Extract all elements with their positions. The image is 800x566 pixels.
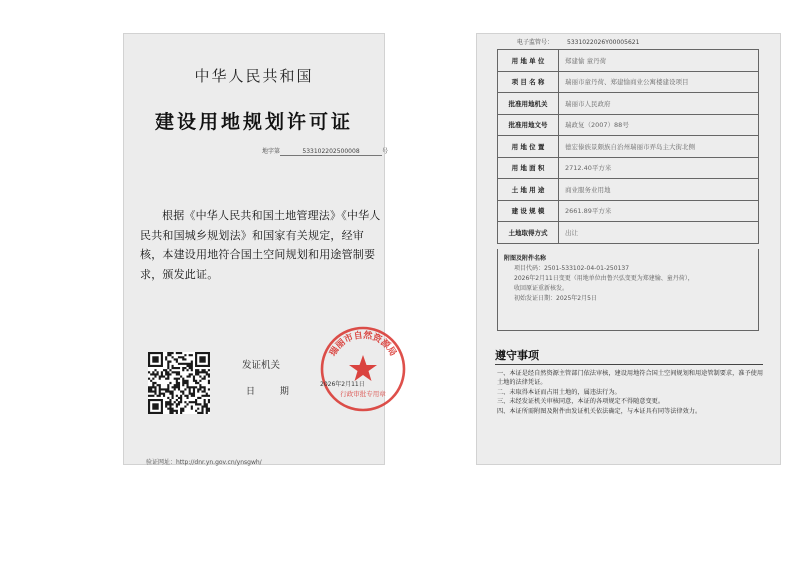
table-row xyxy=(498,157,759,179)
row-value: 郑建愉 童丹荷 xyxy=(559,50,759,72)
table-row xyxy=(498,136,759,158)
row-key: 批准用地文号 xyxy=(498,114,559,136)
notice-item: 一、本证是经自然资源主管部门依法审核，建设用地符合国土空间规划和用途管制要求，准予使用土地的法律凭证。 xyxy=(497,370,764,386)
row-key: 土地取得方式 xyxy=(498,222,559,244)
notice-item: 三、未经发证机关审核同意，本证的各项规定不得随意变更。 xyxy=(497,398,665,405)
row-value: 2661.89平方米 xyxy=(559,200,759,222)
row-value: 瑞政复（2007）88号 xyxy=(559,114,759,136)
svg-text:瑞丽市自然资源局 xyxy=(327,329,399,358)
notice-list xyxy=(497,369,765,416)
permit-suffix: 号 xyxy=(382,148,389,155)
attachments-title: 附图及附件名称 xyxy=(504,255,547,262)
attachment-line: 收回原证重新核发。 xyxy=(514,285,569,292)
permit-number-line xyxy=(262,146,388,156)
qr-finder-core xyxy=(152,356,158,362)
land-info-table xyxy=(497,49,759,244)
notice-title: 遵守事项 xyxy=(495,349,539,362)
table-row xyxy=(498,200,759,222)
seal-star xyxy=(349,355,377,381)
attachment-line: 2026年2月11日变更（用地单位由鲁兴弘变更为郑建愉、童丹荷）， xyxy=(514,275,694,282)
notice-item: 四、本证所需附图及附件由发证机关依法确定，与本证具有同等法律效力。 xyxy=(497,407,702,415)
permit-prefix: 地字第 xyxy=(262,148,281,155)
permit-number: 533102202500008 xyxy=(280,148,382,156)
notice-item: 二、未取得本证而占用土地的，属违法行为。 xyxy=(497,388,621,396)
row-key: 项 目 名 称 xyxy=(498,71,559,93)
permit-front-page xyxy=(123,33,398,466)
row-key: 土 地 用 途 xyxy=(498,179,559,201)
table-row xyxy=(498,71,759,93)
issuer-label: 发证机关 xyxy=(242,360,281,371)
qr-finder-core xyxy=(199,356,205,362)
certificate-title: 建设用地规划许可证 xyxy=(154,111,353,133)
verify-url[interactable]: 验证网址：http://dnr.yn.gov.cn/ynsgwh/ xyxy=(146,459,262,466)
qr-finder-core xyxy=(152,403,158,409)
e-cert-value: 5331022026Y00005621 xyxy=(567,39,640,46)
row-value: 瑞丽市人民政府 xyxy=(559,93,759,115)
row-value: 出让 xyxy=(559,222,759,244)
e-cert-label: 电子监管号： xyxy=(517,39,554,46)
seal-text: 瑞丽市自然资源局 xyxy=(328,330,398,359)
table-row xyxy=(498,50,759,72)
row-value: 德宏傣族景颇族自治州瑞丽市弄岛主大街北侧 xyxy=(559,136,759,158)
row-key: 建 设 规 模 xyxy=(498,200,559,222)
table-row xyxy=(498,93,759,115)
attachment-line: 初始发证日期：2025年2月5日 xyxy=(514,295,597,302)
attachment-line: 项目代码：2501-533102-04-01-250137 xyxy=(514,265,630,272)
row-key: 批准用地机关 xyxy=(498,93,559,115)
attachments-box xyxy=(497,249,759,331)
issue-date: 2026年2月11日 xyxy=(320,381,365,388)
official-seal xyxy=(318,324,408,414)
table-row xyxy=(498,179,759,201)
row-key: 用 地 面 积 xyxy=(498,157,559,179)
permit-back-page xyxy=(476,33,781,465)
table-row xyxy=(498,222,759,244)
qr-code[interactable] xyxy=(148,352,210,414)
e-supervision-number xyxy=(517,37,639,46)
row-value: 商业服务业用地 xyxy=(559,179,759,201)
seal-subtext: 行政审批专用章 xyxy=(340,390,386,398)
country-heading: 中华人民共和国 xyxy=(194,67,314,85)
table-row xyxy=(498,114,759,136)
date-label: 日 期 xyxy=(246,387,300,397)
row-value: 2712.40平方米 xyxy=(559,157,759,179)
row-key: 用 地 单 位 xyxy=(498,50,559,72)
certificate-body-text: 根据《中华人民共和国土地管理法》《中华人民共和国城乡规划法》和国家有关规定，经审核，本建设用地符合国土空间规划和用途管制要求，颁发此证。 xyxy=(140,209,381,281)
row-key: 用 地 位 置 xyxy=(498,136,559,158)
row-value: 瑞丽市童丹荷、郑建愉商业公寓楼建设项目 xyxy=(559,71,759,93)
notice-divider xyxy=(495,364,763,365)
